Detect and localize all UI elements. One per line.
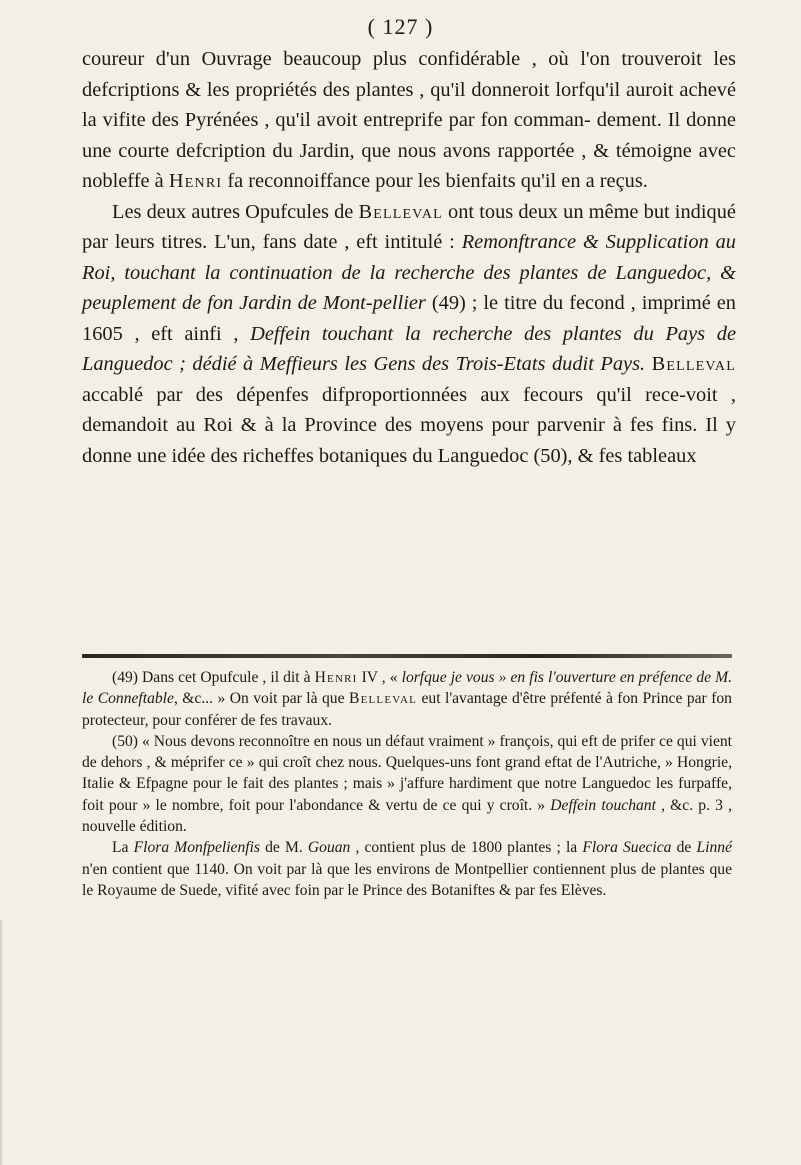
text-line: accablé par des dépenfes difproportionnées aux fecours qu'il rece-voit , demandoit au Roi & à la Province des moyens pour parvenir à fes fins. Il y donne une idée des richeffes botaniques du Languedoc (50), & fes tableaux xyxy=(82,383,736,467)
footnote-ref-49: (49) xyxy=(425,292,466,314)
footnotes xyxy=(82,667,732,901)
text-line: dement. Il donne une courte defcription du Jardin, que xyxy=(82,109,736,162)
name-henri: Henri xyxy=(168,170,223,192)
text-line: date , eft intitulé : xyxy=(303,231,462,253)
footnote-text: de M. xyxy=(260,839,308,857)
text-line: plantes , qu'il donneroit lorfqu'il auroit achevé la vifite xyxy=(82,78,736,131)
text-line: deux un même but indiqué par leurs titres. L'un, fans xyxy=(82,200,736,253)
footnote-text: de xyxy=(671,839,697,857)
name-gouan: Gouan xyxy=(307,839,351,857)
footnote-divider xyxy=(82,654,732,658)
footnote-text: IV , « xyxy=(357,669,402,686)
text-line: coureur d'un Ouvrage beaucoup plus confidérable , où xyxy=(82,48,569,70)
title-remonstrance: Remonftrance & Supplication au Roi, touchant la continuation de la recherche des plantes de Languedoc, & peuplement de fon Jardin de Mont-pellier xyxy=(82,231,736,314)
footnote-text: La xyxy=(112,839,134,857)
footnote-text: (49) Dans cet Opufcule , il dit à xyxy=(112,669,315,686)
footnote-text: eut l'avantage d'être préfenté à fon Prince par fon protecteur, pour conférer de fes travaux. xyxy=(82,690,732,729)
text-line: Les deux autres Opufcules de xyxy=(112,200,359,223)
main-paragraph-1 xyxy=(82,44,736,197)
page-number: ( 127 ) xyxy=(367,14,434,39)
main-paragraph-2 xyxy=(82,197,736,472)
footnote-flora xyxy=(82,837,732,901)
title-flora-suecica: Flora Suecica xyxy=(582,839,672,857)
footnote-quote: lorfque je vous » en fis l'ouverture en préfence de M. le Conneftable xyxy=(82,669,732,708)
text-line: ; le titre du fecond , imprimé en 1605 , eft ainfi , xyxy=(82,292,737,345)
text-line: ont tous xyxy=(442,200,514,223)
name-belleval: Belleval xyxy=(651,353,736,375)
footnote-text: , &c... » On voit par là que xyxy=(173,690,349,708)
page-fold-shadow xyxy=(0,920,2,1165)
footnote-text: n'en contient que 1140. On voit par là que les environs de Montpellier contiennent plus de plantes que le Royaume de Suede, vifité avec foin par le Prince des Botaniftes & par fes Elèves. xyxy=(82,860,732,899)
text-line: l'on trouveroit les defcriptions & les propriétés des xyxy=(82,48,736,101)
name-henri: Henri xyxy=(314,669,358,686)
footnote-text: , contient plus de 1800 plantes ; la xyxy=(350,839,583,857)
name-linne: Linné xyxy=(696,839,733,857)
title-dessein: Deffein touchant la recherche des plantes du Pays de Languedoc ; dédié à Meffieurs les Gens des Trois-Etats dudit Pays. xyxy=(82,322,736,375)
text-line: des Pyrénées , qu'il avoit entreprife par fon comman- xyxy=(151,109,591,131)
name-belleval: Belleval xyxy=(348,690,418,708)
name-belleval: Belleval xyxy=(358,200,443,223)
footnote-50 xyxy=(82,731,732,837)
footnote-title: Deffein touchant xyxy=(550,796,656,814)
title-flora-monspeliensis: Flora Monfpelienfis xyxy=(133,839,260,857)
main-text xyxy=(82,44,736,471)
footnote-text: (50) « Nous devons reconnoître en nous un défaut vraiment » françois, qui eft de prifer ce qui vient de dehors , & méprifer ce » qui croît chez nous. Quelques-uns font grand eftat de l'Autriche, » Hongrie, Italie & Efpagne pour le fait des plantes ; mais » j'affure hardiment que notre Languedoc les furpaffe, foit pour » le nombre, foit pour l'abondance & vertu de ce qui y croît. » xyxy=(82,732,732,814)
text-line: nous avons rapportée , & témoigne avec nobleffe à xyxy=(82,139,736,192)
text-line: fa reconnoiffance pour les bienfaits qu'il en a reçus. xyxy=(222,170,648,192)
footnote-text: , &c. p. 3 , nouvelle édition. xyxy=(82,796,732,836)
footnote-49 xyxy=(82,667,732,731)
